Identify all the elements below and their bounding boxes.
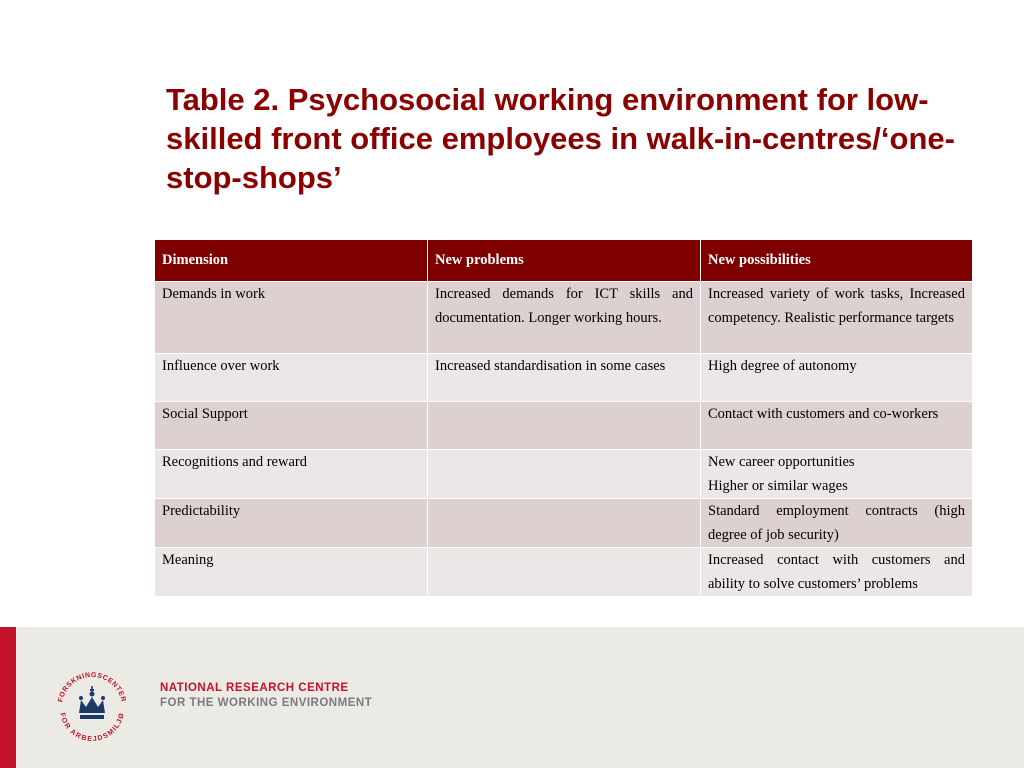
- table-row: [155, 354, 973, 402]
- crown-icon: [52, 665, 132, 745]
- cell-problems: Increased demands for ICT skills and documentation. Longer working hours.: [428, 282, 701, 354]
- possibility-line: New career opportunities: [708, 454, 855, 470]
- slide-title: [166, 80, 966, 197]
- cell-dimension: Social Support: [155, 402, 428, 450]
- table-label: Table 2.: [166, 82, 280, 117]
- cell-possibilities: High degree of autonomy: [701, 354, 973, 402]
- cell-problems: [428, 402, 701, 450]
- cell-problems: [428, 499, 701, 548]
- cell-dimension-text: Recognitions and reward: [162, 454, 307, 470]
- cell-possibilities: Contact with customers and co-workers: [701, 402, 973, 450]
- cell-dimension: Demands in work: [155, 282, 428, 354]
- cell-possibilities: Increased variety of work tasks, Increased competency. Realistic performance targets: [701, 282, 973, 354]
- possibility-line: Higher or similar wages: [708, 477, 848, 494]
- header-dimension: Dimension: [155, 240, 428, 282]
- cell-dimension: Predictability: [155, 499, 428, 548]
- header-new-problems: New problems: [428, 240, 701, 282]
- header-new-possibilities: New possibilities: [701, 240, 973, 282]
- cell-problems: [428, 450, 701, 499]
- cell-possibilities: Increased contact with customers and ability to solve customers’ problems: [701, 548, 973, 597]
- footer: [0, 627, 1024, 768]
- table-row: [155, 282, 973, 354]
- svg-text:FORSKNINGSCENTER: FORSKNINGSCENTER: [57, 671, 127, 704]
- cell-possibilities: [701, 450, 973, 499]
- table-header-row: [155, 240, 973, 282]
- table-row: [155, 548, 973, 597]
- cell-problems: Increased standardisation in some cases: [428, 354, 701, 402]
- cell-possibilities: Standard employment contracts (high degree of job security): [701, 499, 973, 548]
- cell-dimension: Meaning: [155, 548, 428, 597]
- table-row: [155, 450, 973, 499]
- org-subtitle: FOR THE WORKING ENVIRONMENT: [160, 697, 373, 709]
- org-name: NATIONAL RESEARCH CENTRE: [160, 682, 349, 694]
- svg-text:FOR ARBEJDSMILJØ: FOR ARBEJDSMILJØ: [58, 712, 126, 744]
- cell-dimension: [155, 450, 428, 499]
- table-row: [155, 499, 973, 548]
- cell-problems: [428, 548, 701, 597]
- psychosocial-table: [154, 239, 973, 597]
- title-text: Psychosocial working environment for low-skilled front office employees in walk-in-centres/‘one-stop-shops’: [166, 82, 955, 195]
- table-row: [155, 402, 973, 450]
- cell-dimension: Influence over work: [155, 354, 428, 402]
- footer-accent-bar: [0, 627, 16, 768]
